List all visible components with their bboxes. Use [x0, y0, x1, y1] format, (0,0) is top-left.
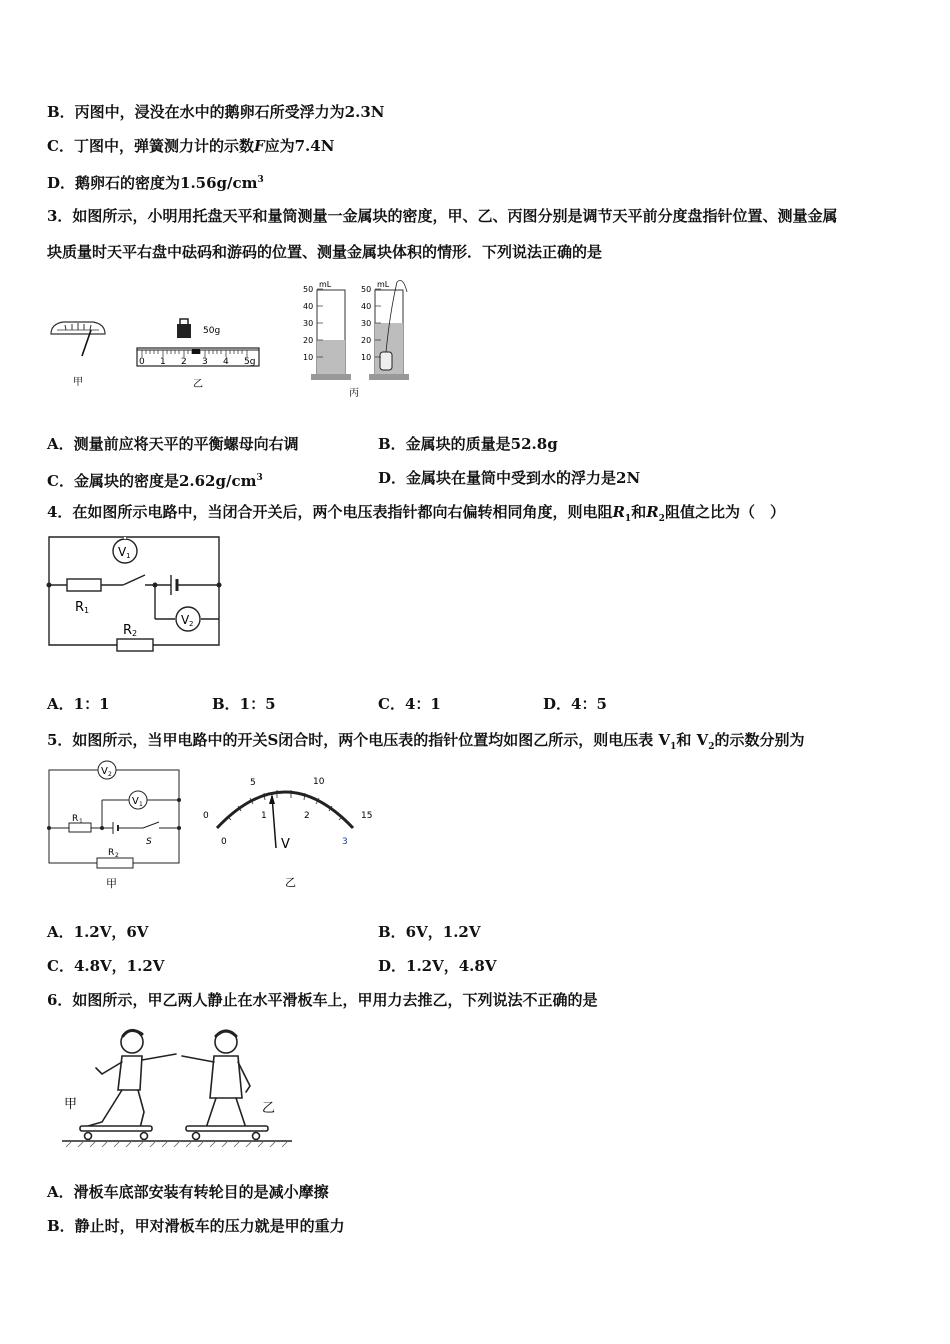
label-jia: 甲 — [106, 877, 117, 890]
v1-subscript: 1 — [126, 552, 131, 560]
ruler-tick: 3 — [202, 357, 208, 367]
v1-label: V — [118, 545, 127, 559]
q4-and: 和 — [631, 503, 647, 521]
unit-superscript: 3 — [256, 473, 263, 483]
q5-stem-mid: 和 V — [676, 731, 709, 749]
top-scale-label: 0 — [203, 811, 209, 821]
label-yi: 乙 — [285, 876, 296, 889]
q6-skateboard-figure — [60, 1020, 300, 1150]
unit-v: V — [281, 837, 290, 852]
q4-circuit-diagram — [45, 533, 225, 658]
bottom-scale-label: 3 — [342, 837, 348, 847]
person-yi — [182, 1031, 268, 1140]
r1-label: R — [72, 814, 79, 824]
v2-subscript: 2 — [708, 742, 715, 752]
cylinder-tick: 50 — [303, 285, 314, 294]
r1-label-subscript: 1 — [84, 606, 90, 615]
q4-stem-text: 4．在如图所示电路中，当闭合开关后，两个电压表指针都向右偏转相同角度，则电阻 — [47, 503, 613, 521]
q3-figure — [45, 272, 425, 402]
cylinder-tick: 10 — [361, 353, 372, 362]
q2-option-d — [47, 170, 264, 193]
q5-figure — [45, 760, 385, 895]
q3-option-b: B．金属块的质量是52.8g — [378, 435, 558, 453]
label-jia: 甲 — [73, 377, 83, 388]
ruler-tick: 2 — [181, 357, 187, 367]
q3-option-c — [47, 468, 263, 491]
cylinder-right — [369, 280, 409, 380]
v2-label-subscript: 2 — [108, 771, 112, 778]
q2-option-b: B．丙图中，浸没在水中的鹅卵石所受浮力为2.3N — [47, 103, 385, 121]
cylinder-unit: mL — [377, 280, 390, 289]
q6-option-a: A．滑板车底部安装有转轮目的是减小摩擦 — [47, 1183, 329, 1201]
cylinder-tick: 20 — [361, 336, 372, 345]
q4-option-a: A．1：1 — [47, 695, 110, 713]
q4-option-b: B．1：5 — [212, 695, 276, 713]
q5-stem-text: 5．如图所示，当甲电路中的开关S闭合时，两个电压表的指针位置均如图乙所示，则电压表 V — [47, 731, 671, 749]
ruler-tick: 5g — [244, 357, 256, 367]
q3-stem-line1: 3．如图所示，小明用托盘天平和量筒测量一金属块的密度，甲、乙、丙图分别是调节天平前分度盘指针位置、测量金属 — [47, 207, 838, 225]
top-scale-label: 15 — [361, 811, 373, 821]
r2-symbol: R — [646, 503, 659, 521]
r1-label-subscript: 1 — [79, 818, 83, 825]
q5-option-d: D．1.2V，4.8V — [378, 957, 497, 975]
bottom-scale-label: 2 — [304, 811, 310, 821]
weight-50g — [177, 319, 191, 338]
ruler-scale — [137, 348, 259, 366]
q4-stem — [47, 502, 785, 529]
q5-stem-end: 的示数分别为 — [714, 731, 805, 749]
cylinder-left — [311, 290, 351, 380]
r1-symbol: R — [612, 503, 625, 521]
label-yi: 乙 — [193, 379, 203, 390]
q2-option-c-text: C．丁图中，弹簧测力计的示数 — [47, 137, 254, 155]
cylinder-tick: 40 — [303, 302, 314, 311]
force-variable: F — [253, 137, 265, 155]
q2-option-c — [47, 136, 334, 156]
unit-superscript: 3 — [257, 175, 264, 185]
balance-dial — [51, 322, 105, 356]
q3-option-c-text: C．金属块的密度是2.62g/cm — [47, 472, 257, 490]
q6-stem: 6．如图所示，甲乙两人静止在水平滑板车上，甲用力去推乙，下列说法不正确的是 — [47, 991, 598, 1009]
weight-label: 50g — [203, 326, 221, 336]
r2-label-subscript: 2 — [115, 852, 119, 859]
bottom-scale-label: 1 — [261, 811, 267, 821]
r2-subscript: 2 — [658, 514, 665, 524]
v2-subscript: 2 — [189, 620, 194, 628]
label-bing: 丙 — [349, 388, 359, 399]
r2-label-subscript: 2 — [132, 629, 138, 638]
v1-label-subscript: 1 — [139, 801, 143, 808]
cylinder-tick: 50 — [361, 285, 372, 294]
cylinder-tick: 10 — [303, 353, 314, 362]
v1-subscript: 1 — [670, 742, 677, 752]
top-scale-label: 5 — [250, 778, 256, 788]
top-scale-label: 10 — [313, 777, 325, 787]
q4-option-d: D．4：5 — [543, 695, 607, 713]
q3-stem-line2: 块质量时天平右盘中砝码和游码的位置、测量金属块体积的情形．下列说法正确的是 — [47, 243, 603, 261]
ruler-tick: 4 — [223, 357, 229, 367]
label-jia: 甲 — [64, 1097, 78, 1112]
v2-label: V — [181, 613, 190, 627]
cylinder-tick: 30 — [361, 319, 372, 328]
bottom-scale-label: 0 — [221, 837, 227, 847]
cylinder-tick: 20 — [303, 336, 314, 345]
r1-subscript: 1 — [624, 514, 632, 524]
cylinder-unit: mL — [319, 280, 332, 289]
rider — [192, 349, 200, 354]
q2-option-c-value: 应为7.4N — [264, 137, 335, 155]
label-yi: 乙 — [262, 1101, 276, 1116]
cylinder-tick: 40 — [361, 302, 372, 311]
switch-label: S — [146, 837, 152, 847]
ruler-tick: 1 — [160, 357, 166, 367]
v2-label: V — [101, 766, 108, 777]
q5-option-b: B．6V，1.2V — [378, 923, 481, 941]
r2-label: R — [123, 623, 133, 638]
q2-option-d-text: D．鹅卵石的密度为1.56g/cm — [47, 174, 258, 192]
cylinder-tick: 30 — [303, 319, 314, 328]
q5-option-c: C．4.8V，1.2V — [47, 957, 165, 975]
q5-stem — [47, 730, 805, 757]
q6-option-b: B．静止时，甲对滑板车的压力就是甲的重力 — [47, 1217, 345, 1235]
q4-option-c: C．4：1 — [378, 695, 441, 713]
q3-option-a: A．测量前应将天平的平衡螺母向右调 — [47, 435, 299, 453]
r2-label: R — [108, 848, 115, 858]
q5-option-a: A．1.2V，6V — [47, 923, 149, 941]
ruler-tick: 0 — [139, 357, 145, 367]
v1-label: V — [132, 796, 139, 807]
q3-option-d: D．金属块在量筒中受到水的浮力是2N — [378, 469, 641, 487]
r1-label: R — [75, 600, 85, 615]
person-jia — [80, 1030, 176, 1139]
q4-stem-end: 阻值之比为（ ） — [664, 503, 785, 521]
